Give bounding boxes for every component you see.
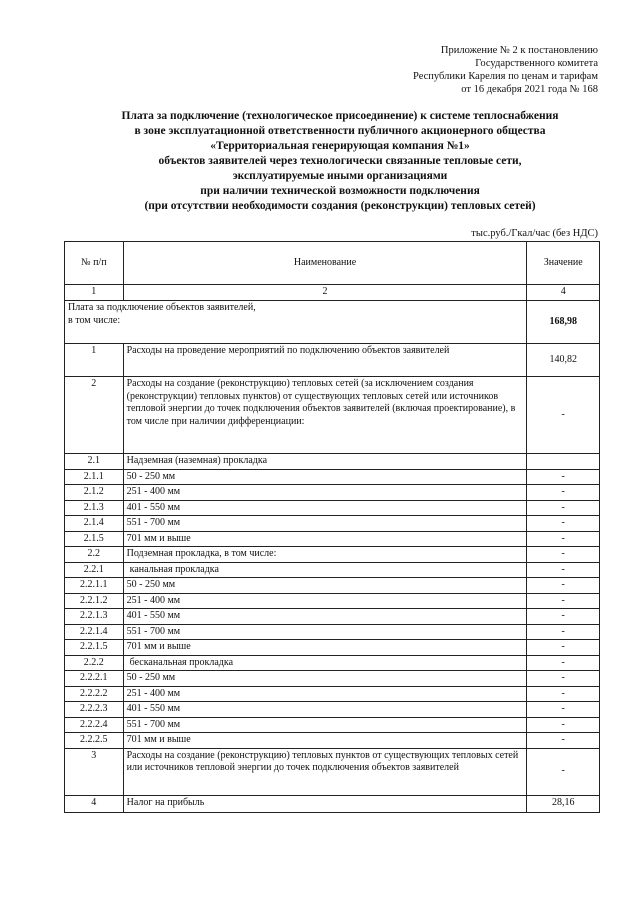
- row-name: Расходы на проведение мероприятий по подключению объектов заявителей: [123, 344, 527, 377]
- header-value: Значение: [527, 242, 600, 285]
- row-num: 2.1.4: [65, 516, 124, 532]
- row-value: 28,16: [527, 795, 600, 812]
- row-name: Налог на прибыль: [123, 795, 527, 812]
- table-row: [65, 377, 600, 454]
- row-name: Надземная (наземная) прокладка: [123, 454, 527, 470]
- row-value: -: [527, 609, 600, 625]
- table-row: [65, 344, 600, 377]
- row-num: 2.2.1.2: [65, 593, 124, 609]
- row-num: 2.2: [65, 547, 124, 563]
- row-value: -: [527, 671, 600, 687]
- header-line-4: от 16 декабря 2021 года № 168: [461, 84, 598, 95]
- table-row: [65, 671, 600, 687]
- title-line-1: Плата за подключение (технологическое присоединение) к системе теплоснабжения: [121, 110, 559, 122]
- row-num: 2: [65, 377, 124, 454]
- row-num: 2.1.5: [65, 531, 124, 547]
- row-value: -: [527, 748, 600, 795]
- row-num: 2.2.1.5: [65, 640, 124, 656]
- document-title: [60, 109, 620, 214]
- table-row: [65, 624, 600, 640]
- table-row: [65, 516, 600, 532]
- table-row: [65, 593, 600, 609]
- row-value: -: [527, 500, 600, 516]
- row-value: -: [527, 547, 600, 563]
- header-line-1: Приложение № 2 к постановлению: [440, 45, 598, 56]
- table-row: [65, 531, 600, 547]
- colnum-value: 4: [527, 285, 600, 301]
- row-num: 2.2.1.3: [65, 609, 124, 625]
- row-num: 2.2.2.4: [65, 717, 124, 733]
- row-num: 2.1.2: [65, 485, 124, 501]
- total-row: [65, 301, 600, 344]
- row-num: 2.1.3: [65, 500, 124, 516]
- row-name: 50 - 250 мм: [123, 578, 527, 594]
- row-value: -: [527, 516, 600, 532]
- row-num: 2.2.2: [65, 655, 124, 671]
- header-num: № п/п: [65, 242, 124, 285]
- row-value: -: [527, 377, 600, 454]
- row-name: 701 мм и выше: [123, 531, 527, 547]
- row-value: [527, 454, 600, 470]
- header-line-3: Республики Карелия по ценам и тарифам: [413, 71, 598, 82]
- table-row: [65, 640, 600, 656]
- row-name: 50 - 250 мм: [123, 469, 527, 485]
- colnum-name: 2: [123, 285, 527, 301]
- fee-table: [64, 241, 600, 813]
- row-name: 401 - 550 мм: [123, 702, 527, 718]
- row-name: 401 - 550 мм: [123, 609, 527, 625]
- units-label: тыс.руб./Гкал/час (без НДС): [471, 228, 598, 239]
- row-value: 140,82: [527, 344, 600, 377]
- row-name: 551 - 700 мм: [123, 516, 527, 532]
- row-num: 2.2.2.5: [65, 733, 124, 749]
- row-value: -: [527, 562, 600, 578]
- row-value: -: [527, 702, 600, 718]
- title-line-2: в зоне эксплуатационной ответственности публичного акционерного общества: [134, 125, 546, 137]
- table-row: [65, 702, 600, 718]
- table-row: [65, 562, 600, 578]
- row-name: 50 - 250 мм: [123, 671, 527, 687]
- row-num: 2.2.2.2: [65, 686, 124, 702]
- row-num: 2.2.1.1: [65, 578, 124, 594]
- table-row: [65, 686, 600, 702]
- table-row: [65, 609, 600, 625]
- row-value: -: [527, 593, 600, 609]
- table-row: [65, 578, 600, 594]
- row-name: 701 мм и выше: [123, 640, 527, 656]
- row-value: -: [527, 485, 600, 501]
- row-name: 251 - 400 мм: [123, 485, 527, 501]
- table-header-row: [65, 242, 600, 285]
- row-value: -: [527, 578, 600, 594]
- row-name: бесканальная прокладка: [123, 655, 527, 671]
- table-row: [65, 500, 600, 516]
- row-name: 551 - 700 мм: [123, 624, 527, 640]
- colnum-num: 1: [65, 285, 124, 301]
- title-line-5: эксплуатируемые иными организациями: [232, 170, 448, 182]
- row-value: -: [527, 624, 600, 640]
- column-number-row: [65, 285, 600, 301]
- row-num: 4: [65, 795, 124, 812]
- title-line-6: при наличии технической возможности подключения: [200, 185, 480, 197]
- row-num: 3: [65, 748, 124, 795]
- header-name: Наименование: [123, 242, 527, 285]
- table-row: [65, 655, 600, 671]
- row-num: 2.2.2.3: [65, 702, 124, 718]
- document-header: [338, 44, 598, 96]
- row-name: канальная прокладка: [123, 562, 527, 578]
- title-line-3: «Территориальная генерирующая компания №1»: [210, 140, 470, 152]
- table-row: [65, 795, 600, 812]
- row-num: 2.1: [65, 454, 124, 470]
- row-value: -: [527, 655, 600, 671]
- table-row: [65, 733, 600, 749]
- row-value: -: [527, 717, 600, 733]
- table-row: [65, 547, 600, 563]
- table-row: [65, 454, 600, 470]
- total-value: 168,98: [527, 301, 600, 344]
- table-row: [65, 717, 600, 733]
- title-line-4: объектов заявителей через технологически связанные тепловые сети,: [158, 155, 522, 167]
- title-line-7: (при отсутствии необходимости создания (реконструкции) тепловых сетей): [144, 200, 536, 212]
- row-value: -: [527, 531, 600, 547]
- table-row: [65, 469, 600, 485]
- row-name: Расходы на создание (реконструкцию) тепловых пунктов от существующих тепловых сетей или источников тепловой энергии до точек подключения объектов заявителей: [123, 748, 527, 795]
- table-row: [65, 748, 600, 795]
- row-value: -: [527, 686, 600, 702]
- row-num: 1: [65, 344, 124, 377]
- row-name: 251 - 400 мм: [123, 593, 527, 609]
- row-num: 2.1.1: [65, 469, 124, 485]
- row-num: 2.2.1.4: [65, 624, 124, 640]
- row-value: -: [527, 640, 600, 656]
- header-line-2: Государственного комитета: [475, 58, 598, 69]
- total-name: Плата за подключение объектов заявителей, в том числе:: [65, 301, 527, 344]
- row-value: -: [527, 469, 600, 485]
- row-name: 551 - 700 мм: [123, 717, 527, 733]
- table-row: [65, 485, 600, 501]
- row-name: 701 мм и выше: [123, 733, 527, 749]
- row-num: 2.2.2.1: [65, 671, 124, 687]
- row-num: 2.2.1: [65, 562, 124, 578]
- row-value: -: [527, 733, 600, 749]
- row-name: 251 - 400 мм: [123, 686, 527, 702]
- row-name: 401 - 550 мм: [123, 500, 527, 516]
- row-name: Расходы на создание (реконструкцию) тепловых сетей (за исключением создания (реконструкции) тепловых пунктов) от существующих тепловых сетей или источников тепловой энергии до точек подключения объектов заявителей (включая проектирование), в том числе при наличии дифференциации:: [123, 377, 527, 454]
- row-name: Подземная прокладка, в том числе:: [123, 547, 527, 563]
